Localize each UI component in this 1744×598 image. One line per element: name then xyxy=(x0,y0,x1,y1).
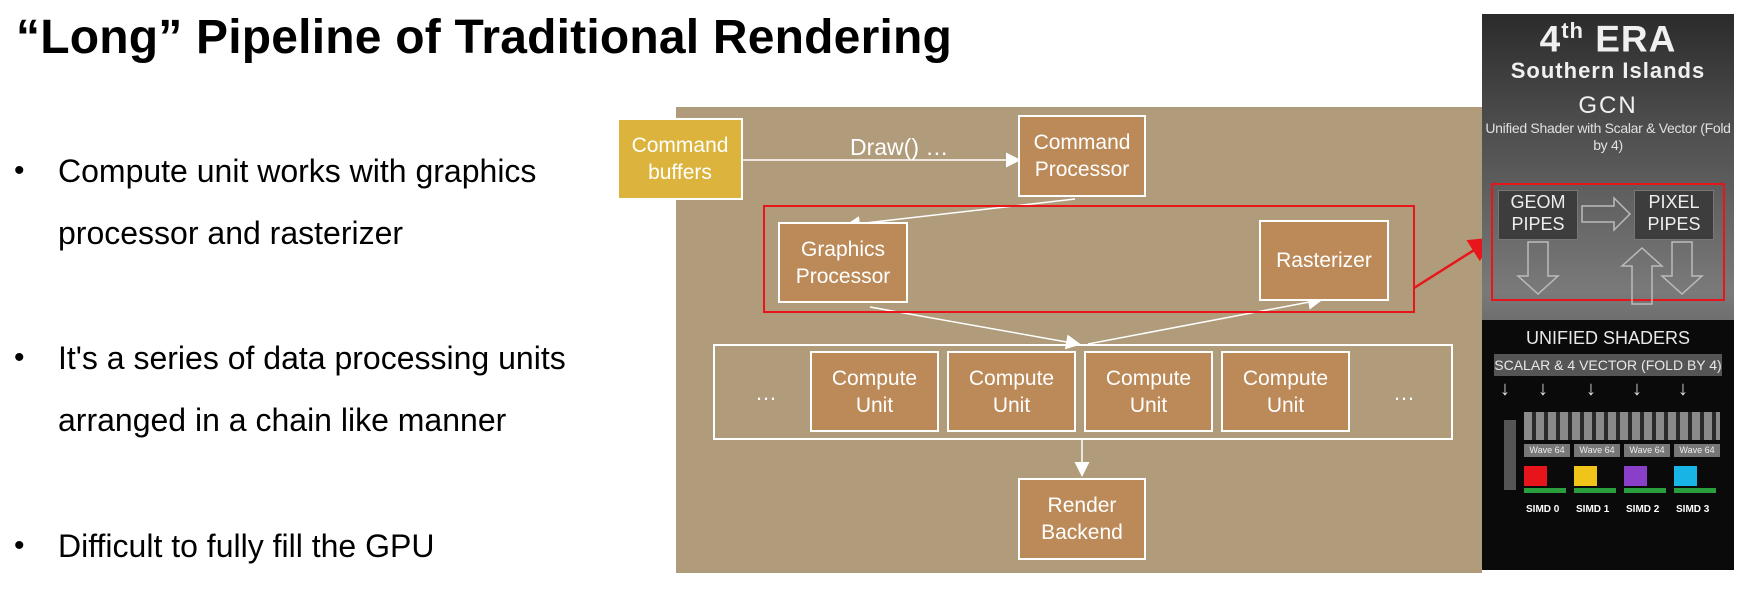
pixel-down-arrow-icon xyxy=(1662,242,1702,294)
gcn-label: GCN xyxy=(1578,92,1638,120)
down-arrow-icon: ↓ xyxy=(1586,378,1596,400)
geom-to-pixel-arrow-icon xyxy=(1582,198,1630,230)
render-backend-box: Render Backend xyxy=(1018,478,1146,560)
bullet-dot-icon: • xyxy=(14,154,25,187)
command-buffers-box: Command buffers xyxy=(617,118,743,200)
geom-down-arrow-icon xyxy=(1518,242,1558,294)
simd-label: SIMD 0 xyxy=(1526,504,1560,515)
wave-label: Wave 64 xyxy=(1674,444,1720,457)
simd-lane-bar xyxy=(1624,488,1666,493)
simd-lane-bar xyxy=(1524,488,1566,493)
down-arrow-icon: ↓ xyxy=(1632,378,1642,400)
simd-lane-bar xyxy=(1674,488,1716,493)
command-processor-box: Command Processor xyxy=(1018,115,1146,197)
draw-call-label: Draw() … xyxy=(850,134,949,160)
graphics-processor-box: Graphics Processor xyxy=(778,222,908,303)
gcn-description: Unified Shader with Scalar & Vector (Fold by 4) xyxy=(1485,120,1731,154)
bullet-text: Compute unit works with graphics processor and rasterizer xyxy=(58,153,537,251)
wave-label: Wave 64 xyxy=(1624,444,1670,457)
wavefront-slots xyxy=(1524,412,1720,440)
pixel-pipes-box: PIXEL PIPES xyxy=(1634,190,1714,240)
compute-unit-box: Compute Unit xyxy=(1221,351,1350,432)
geom-pipes-box: GEOM PIPES xyxy=(1498,190,1578,240)
unified-shaders-section xyxy=(1482,320,1734,570)
gcn-era-panel xyxy=(1482,14,1734,570)
simd-block xyxy=(1574,466,1597,486)
ellipsis-left: … xyxy=(755,380,777,405)
slide-title: “Long” Pipeline of Traditional Rendering xyxy=(16,11,953,64)
callout-line xyxy=(1414,240,1490,288)
ellipsis-right: … xyxy=(1393,380,1415,405)
compute-unit-box: Compute Unit xyxy=(1084,351,1213,432)
simd-block xyxy=(1674,466,1697,486)
scalar-unit xyxy=(1504,420,1516,490)
pipes-arrows xyxy=(1482,14,1734,324)
era-suffix: th xyxy=(1561,18,1584,43)
simd-block xyxy=(1624,466,1647,486)
simd-lane-bar xyxy=(1574,488,1616,493)
scalar-vector-label: SCALAR & 4 VECTOR (FOLD BY 4) xyxy=(1494,354,1722,376)
era-word: ERA xyxy=(1595,18,1677,60)
down-arrow-icon: ↓ xyxy=(1538,378,1548,400)
era-subtitle: Southern Islands xyxy=(1510,58,1706,84)
simd-block xyxy=(1524,466,1547,486)
era-number: 4 xyxy=(1539,18,1562,60)
rasterizer-box: Rasterizer xyxy=(1259,220,1389,301)
bullet-text: Difficult to fully fill the GPU xyxy=(58,528,435,564)
wave-label: Wave 64 xyxy=(1524,444,1570,457)
down-arrow-icon: ↓ xyxy=(1500,378,1510,400)
down-arrow-icon: ↓ xyxy=(1678,378,1688,400)
compute-unit-box: Compute Unit xyxy=(947,351,1076,432)
pixel-up-arrow-icon xyxy=(1622,248,1662,304)
unified-shaders-label: UNIFIED SHADERS xyxy=(1525,328,1691,348)
bullet-text: It's a series of data processing units arranged in a chain like manner xyxy=(58,340,566,438)
wave-label: Wave 64 xyxy=(1574,444,1620,457)
simd-label: SIMD 2 xyxy=(1626,504,1660,515)
simd-label: SIMD 1 xyxy=(1576,504,1610,515)
bullet-dot-icon: • xyxy=(14,529,25,562)
compute-unit-box: Compute Unit xyxy=(810,351,939,432)
bullet-dot-icon: • xyxy=(14,341,25,374)
simd-label: SIMD 3 xyxy=(1676,504,1710,515)
